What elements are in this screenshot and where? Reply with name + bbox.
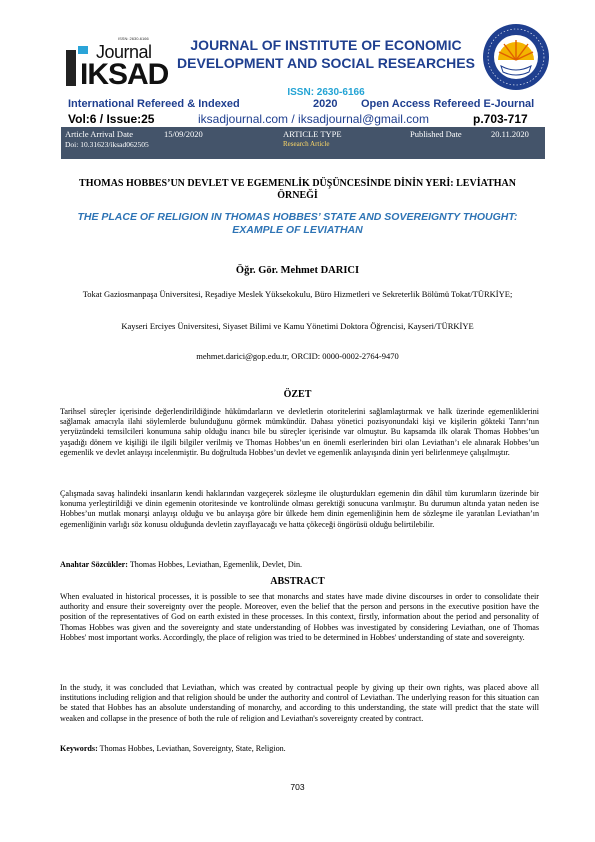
arrival-date: 15/09/2020 (164, 129, 203, 139)
article-title-tr: THOMAS HOBBES’UN DEVLET VE EGEMENLİK DÜŞÜNCESİNDE DİNİN YERİ: LEVİATHAN ÖRNEĞİ (79, 178, 516, 201)
vol-issue: Vol:6 / Issue:25 (68, 112, 155, 126)
abstract-keywords (60, 744, 539, 754)
logo-journal-text: Journal (96, 42, 152, 62)
published-date-label: Published Date (410, 129, 462, 139)
ozet-paragraph-2: Çalışmada savaş halindeki insanların kendi haklarından vazgeçerek sözleşme ile oluşturdukları egemenin din dâhil tüm kurumların üzerinde bir konuma yerleştirildiği ve dinin egemenin otoritesinde ve kontrolünde olması gerektiği sonucuna varılmıştır. Bu durumun altında yatan neden ise Hobbes’un mutlak monarşi anlayışı olduğu ve bu anlayışa göre bir ülkede hem dinin egemenliğinin hem de sözleşme ile yaratılan Leviathan’ın egemenliğinin varlığı söz konusu olduğunda devletin zayıflayacağı ve hatta çökeceği öngörüsü olduğu belirtilebilir. (60, 489, 539, 529)
journal-logo (66, 36, 174, 92)
logo-iksad-text: IKSAD (80, 58, 169, 91)
open-access: Open Access Refereed E-Journal (361, 98, 535, 110)
article-type-label: ARTICLE TYPE (283, 129, 342, 139)
abstract-paragraph-2: In the study, it was concluded that Leviathan, which was created by contractual people by giving up their own rights, was placed above all institutions including religion and that religion should be under the authority and control of Leviathan. The underlying reason for this situation can be stated that Hobbes has an absolute understanding of monarchy, and according to this understanding, the state will predict that the state will weaken and collapse in the presence of both the rule of religion and Leviathan's sovereignty created by contract. (60, 683, 539, 723)
affiliation-2: Kayseri Erciyes Üniversitesi, Siyaset Bilimi ve Kamu Yönetimi Doktora Öğrencisi, Kayseri/TÜRKİYE (121, 321, 474, 331)
article-title-en: THE PLACE OF RELIGION IN THOMAS HOBBES’ STATE AND SOVEREIGNTY THOUGHT: EXAMPLE OF LEVIATHAN (77, 211, 518, 236)
affiliation-1: Tokat Gaziosmanpaşa Üniversitesi, Reşadiye Meslek Yüksekokulu, Büro Hizmetleri ve Sekreterlik Bölümü Tokat/TÜRKİYE; (82, 289, 513, 299)
journal-contacts: iksadjournal.com / iksadjournal@gmail.com (198, 112, 429, 126)
page-number: 703 (290, 782, 305, 792)
refereed-indexed: International Refereed & Indexed (68, 98, 240, 110)
ozet-paragraph-1: Tarihsel süreçler içerisinde değerlendirildiğinde hükümdarların ve devletlerin otoritelerini sağlamlaştırmak ve halk üzerinde egemenliklerini sağlamak amacıyla ilahi söylemlerde bulunduğunu görmek mümkündür. Dahası yönetici pozisyonundaki kişi ve kişilerin gökteki Tanrı’nın yeryüzündeki temsilcileri konumuna sahip olduğu inancı bile bu süreçler içerisinde var olmuştur. Bu kapsamda ilk olarak Thomas Hobbes’un yaşadığı dönem ve kişiliği ile ilgili bilgiler verilmiş ve Thomas Hobbes’un en önemli eserlerinden biri olan Leviathan’ı ele alınarak Hobbes’un egemenlik ve devlet anlayışı incelenmiştir. Bu doğrultuda Hobbes’un devlet ve egemenlik anlayışında dinin yeri belirlenmeye çalışılmıştır. (60, 407, 539, 457)
journal-title: JOURNAL OF INSTITUTE OF ECONOMIC DEVELOPMENT AND SOCIAL RESEARCHES (177, 37, 475, 71)
journal-year: 2020 (313, 98, 338, 110)
journal-seal-icon (481, 22, 551, 92)
ozet-keywords-text: Thomas Hobbes, Leviathan, Egemenlik, Devlet, Din. (127, 560, 303, 569)
author-name: Öğr. Gör. Mehmet DARICI (235, 265, 360, 276)
ozet-keywords-label: Anahtar Sözcükler: (60, 560, 128, 569)
abstract-keywords-text: Thomas Hobbes, Leviathan, Sovereignty, State, Religion. (97, 744, 286, 753)
ozet-keywords (60, 560, 539, 570)
author-contact: mehmet.darici@gop.edu.tr, ORCID: 0000-0002-2764-9470 (196, 351, 399, 361)
abstract-heading: ABSTRACT (270, 576, 325, 587)
article-info-bar (61, 127, 545, 159)
doi: Doi: 10.31623/iksad062505 (65, 140, 149, 149)
abstract-paragraph-1: When evaluated in historical processes, it is possible to see that monarchs and states have made divine discourses in order to consolidate their authority and ensure their sovereignty over the people. Moreover, even the belief that the person and persons in the executive position have the position of the representatives of God on earth existed in these processes. In this context, firstly, information about the period and personality of Thomas Hobbes was given and the sovereignty and state understanding of Hobbes was investigated by considering Leviathan, one of Thomas Hobbes' most important works. Accordingly, the place of religion was tried to be determined in Hobbes' understanding of state and sovereignty. (60, 592, 539, 642)
published-date: 20.11.2020 (491, 129, 529, 139)
abstract-keywords-label: Keywords: (60, 744, 98, 753)
page-range: p.703-717 (473, 112, 528, 126)
arrival-date-label: Article Arrival Date (65, 129, 133, 139)
journal-issn: ISSN: 2630-6166 (287, 87, 365, 98)
ozet-heading: ÖZET (283, 389, 312, 400)
article-type: Research Article (283, 140, 330, 148)
logo-issn: ISSN: 2630-6166 (118, 36, 149, 41)
